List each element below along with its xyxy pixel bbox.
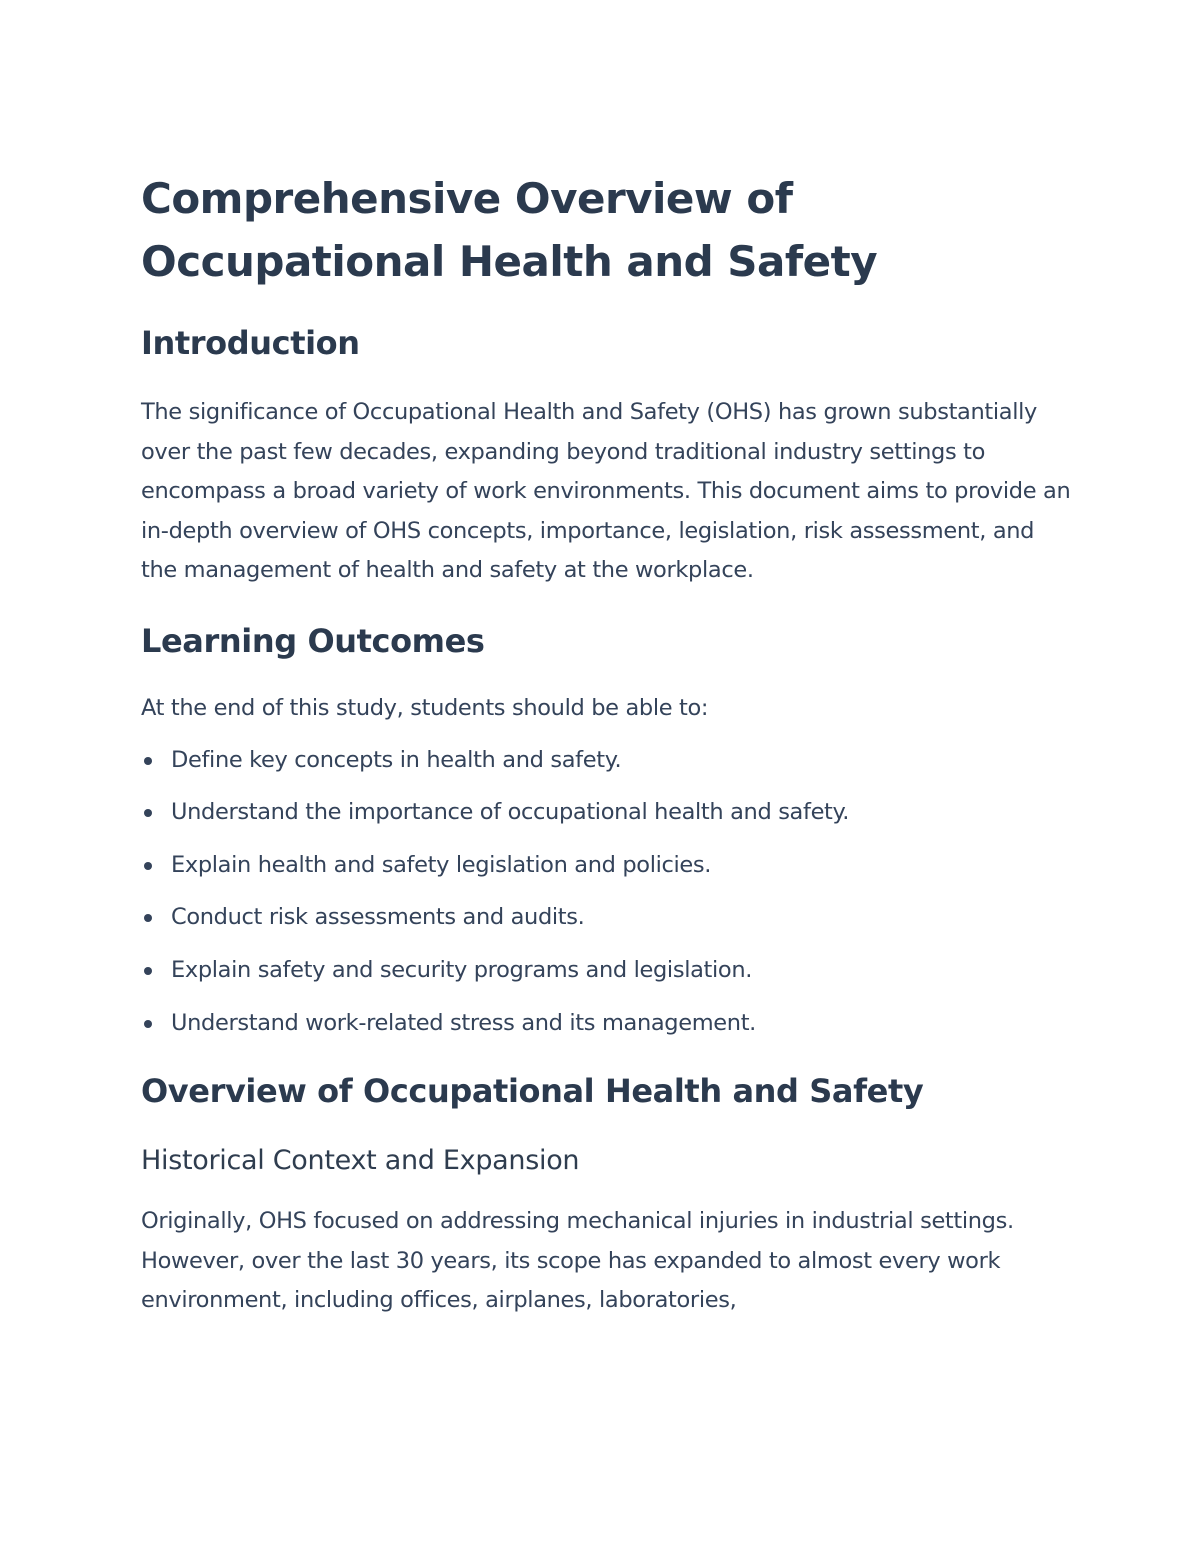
introduction-heading: Introduction bbox=[141, 324, 360, 362]
bullet-icon bbox=[144, 914, 152, 922]
list-item bbox=[141, 1004, 1071, 1044]
list-item-text: Explain health and safety legislation and policies. bbox=[171, 851, 712, 878]
bullet-icon bbox=[144, 757, 152, 765]
bullet-icon bbox=[144, 862, 152, 870]
list-item bbox=[141, 898, 1071, 938]
historical-context-paragraph: Originally, OHS focused on addressing mechanical injuries in industrial settings. However, over the last 30 years, its scope has expanded to almost every work environment, including offices, airplanes, laboratories, bbox=[141, 1208, 1014, 1314]
bullet-icon bbox=[144, 809, 152, 817]
list-item bbox=[141, 846, 1071, 886]
overview-heading: Overview of Occupational Health and Safety bbox=[141, 1072, 924, 1111]
list-item bbox=[141, 793, 1071, 833]
bullet-icon bbox=[144, 967, 152, 975]
list-item-text: Understand the importance of occupational health and safety. bbox=[171, 799, 850, 826]
document-content bbox=[141, 167, 1071, 1321]
list-item-text: Explain safety and security programs and legislation. bbox=[171, 956, 753, 983]
learning-outcomes-intro: At the end of this study, students should be able to: bbox=[141, 694, 709, 721]
list-item bbox=[141, 951, 1071, 991]
list-item-text: Conduct risk assessments and audits. bbox=[171, 904, 585, 931]
list-item-text: Understand work-related stress and its management. bbox=[171, 1009, 756, 1036]
document-title: Comprehensive Overview of Occupational Health and Safety bbox=[141, 174, 878, 286]
learning-outcomes-heading: Learning Outcomes bbox=[141, 621, 485, 660]
list-item-text: Define key concepts in health and safety. bbox=[171, 746, 622, 773]
bullet-icon bbox=[144, 1020, 152, 1028]
introduction-paragraph: The significance of Occupational Health and Safety (OHS) has grown substantially over the past few decades, expanding beyond traditional industry settings to encompass a broad variety of work environments. This document aims to provide an in-depth overview of OHS concepts, importance, legislation, risk assessment, and the management of health and safety at the workplace. bbox=[141, 399, 1071, 584]
historical-context-subheading: Historical Context and Expansion bbox=[141, 1145, 580, 1177]
list-item bbox=[141, 741, 1071, 781]
learning-outcomes-list bbox=[141, 741, 1071, 1044]
